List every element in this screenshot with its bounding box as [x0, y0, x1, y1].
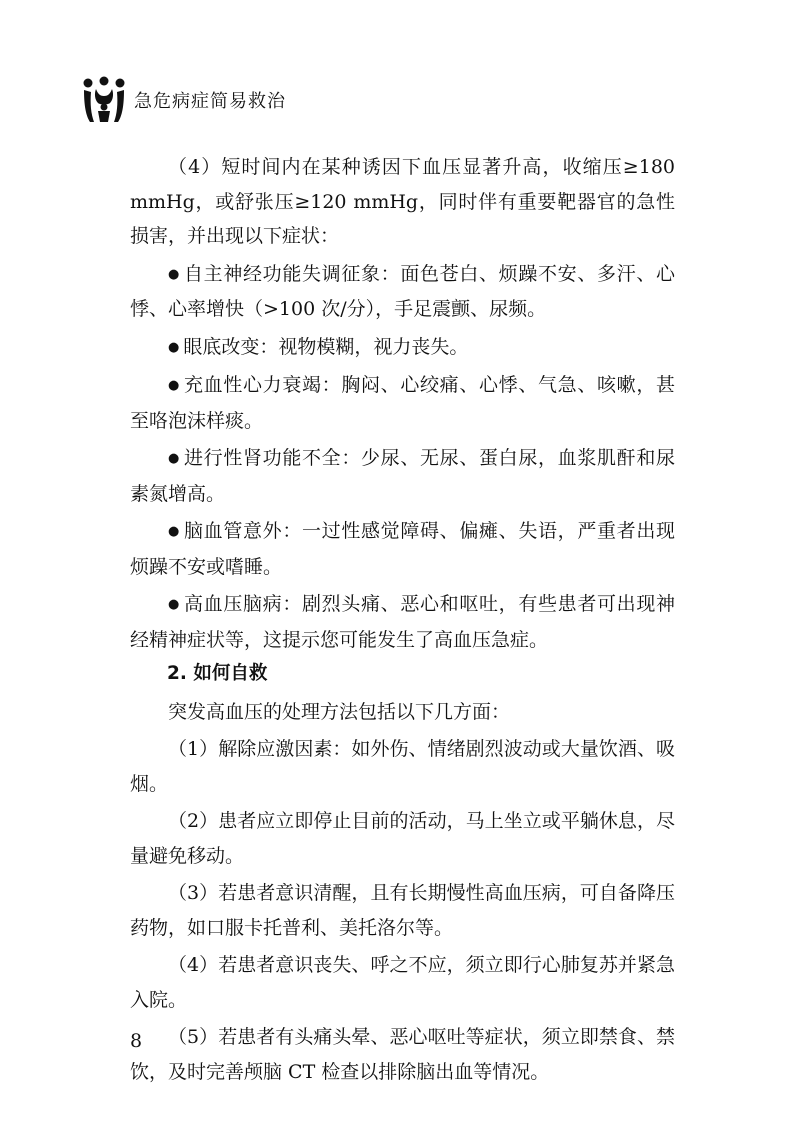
page-body — [130, 150, 675, 1089]
page-number: 8 — [130, 1030, 143, 1052]
bullet-cerebrovascular: ● 脑血管意外：一过性感觉障碍、偏瘫、失语，严重者出现烦躁不安或嗜睡。 — [130, 514, 675, 584]
bullet-autonomic: ● 自主神经功能失调征象：面色苍白、烦躁不安、多汗、心悸、心率增快（>100 次/分），手足震颤、尿频。 — [130, 257, 675, 327]
step-1: （1）解除应激因素：如外伤、情绪剧烈波动或大量饮酒、吸烟。 — [130, 738, 675, 795]
step-3: （3）若患者意识清醒，且有长期慢性高血压病，可自备降压药物，如口服卡托普利、美托洛尔等。 — [130, 882, 675, 939]
methods-intro: 突发高血压的处理方法包括以下几方面： — [168, 700, 511, 723]
bullet-heart-failure: ● 充血性心力衰竭：胸闷、心绞痛、心悸、气急、咳嗽，甚至咯泡沫样痰。 — [130, 368, 675, 438]
book-title: 急危病症简易救治 — [134, 91, 286, 112]
section-heading: 2. 如何自救 — [167, 663, 268, 684]
intro-symptoms-paragraph: （4）短时间内在某种诱因下血压显著升高，收缩压≥180 mmHg，或舒张压≥120 mmHg，同时伴有重要靶器官的急性损害，并出现以下症状： — [130, 156, 675, 247]
bullet-renal: ● 进行性肾功能不全：少尿、无尿、蛋白尿，血浆肌酐和尿素氮增高。 — [130, 441, 675, 511]
bullet-encephalopathy: ● 高血压脑病：剧烈头痛、恶心和呕吐，有些患者可出现神经精神症状等，这提示您可能发生了高血压急症。 — [130, 587, 675, 657]
step-2: （2）患者应立即停止目前的活动，马上坐立或平躺休息，尽量避免移动。 — [130, 810, 675, 867]
bullet-fundus: ● 眼底改变：视物模糊，视力丧失。 — [130, 330, 675, 366]
page-header — [82, 76, 286, 124]
step-5: （5）若患者有头痛头晕、恶心呕吐等症状，须立即禁食、禁饮，及时完善颅脑 CT 检查以排除脑出血等情况。 — [130, 1026, 675, 1083]
family-people-logo-icon — [82, 76, 126, 124]
step-4: （4）若患者意识丧失、呼之不应，须立即行心肺复苏并紧急入院。 — [130, 954, 675, 1011]
